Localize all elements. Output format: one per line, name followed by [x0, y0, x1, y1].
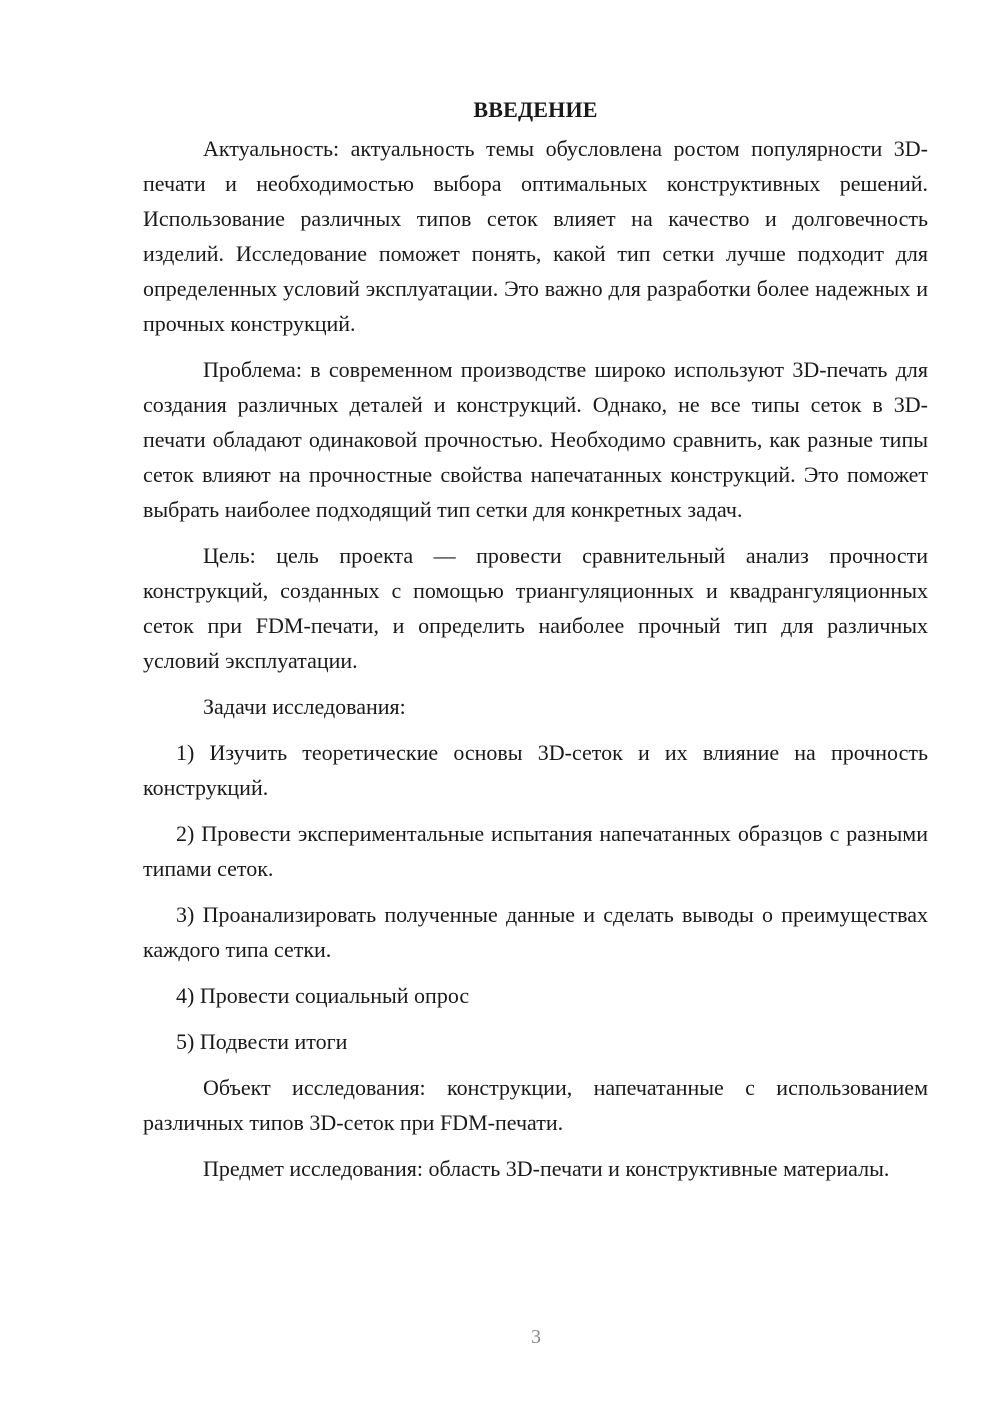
paragraph-subject: Предмет исследования: область 3D-печати и конструктивные материалы.	[203, 1156, 890, 1181]
section-title: ВВЕДЕНИЕ	[473, 97, 598, 122]
page-number: 3	[531, 1326, 541, 1348]
task-item: 4) Провести социальный опрос	[176, 983, 470, 1008]
task-item: 1) Изучить теоретические основы 3D-сеток и их влияние на прочность конструкций.	[143, 740, 928, 800]
task-item: 5) Подвести итоги	[176, 1029, 348, 1054]
document-page	[143, 92, 928, 1197]
paragraph-relevance: Актуальность: актуальность темы обусловлена ростом популярности 3D-печати и необходимостью выбора оптимальных конструктивных решений. Использование различных типов сеток влияет на качество и долговечность изделий. Исследование поможет понять, какой тип сетки лучше подходит для определенных условий эксплуатации. Это важно для разработки более надежных и прочных конструкций.	[143, 136, 928, 336]
paragraph-goal: Цель: цель проекта — провести сравнительный анализ прочности конструкций, созданных с помощью триангуляционных и квадрангуляционных сеток при FDM-печати, и определить наиболее прочный тип для различных условий эксплуатации.	[143, 543, 928, 673]
paragraph-problem: Проблема: в современном производстве широко используют 3D-печать для создания различных деталей и конструкций. Однако, не все типы сеток в 3D-печати обладают одинаковой прочностью. Необходимо сравнить, как разные типы сеток влияют на прочностные свойства напечатанных конструкций. Это поможет выбрать наиболее подходящий тип сетки для конкретных задач.	[143, 357, 928, 522]
task-item: 2) Провести экспериментальные испытания напечатанных образцов с разными типами сеток.	[143, 821, 928, 881]
task-item: 3) Проанализировать полученные данные и сделать выводы о преимуществах каждого типа сетки.	[143, 902, 928, 962]
paragraph-object: Объект исследования: конструкции, напечатанные с использованием различных типов 3D-сеток при FDM-печати.	[143, 1075, 928, 1135]
paragraph-tasks-heading: Задачи исследования:	[203, 694, 406, 719]
